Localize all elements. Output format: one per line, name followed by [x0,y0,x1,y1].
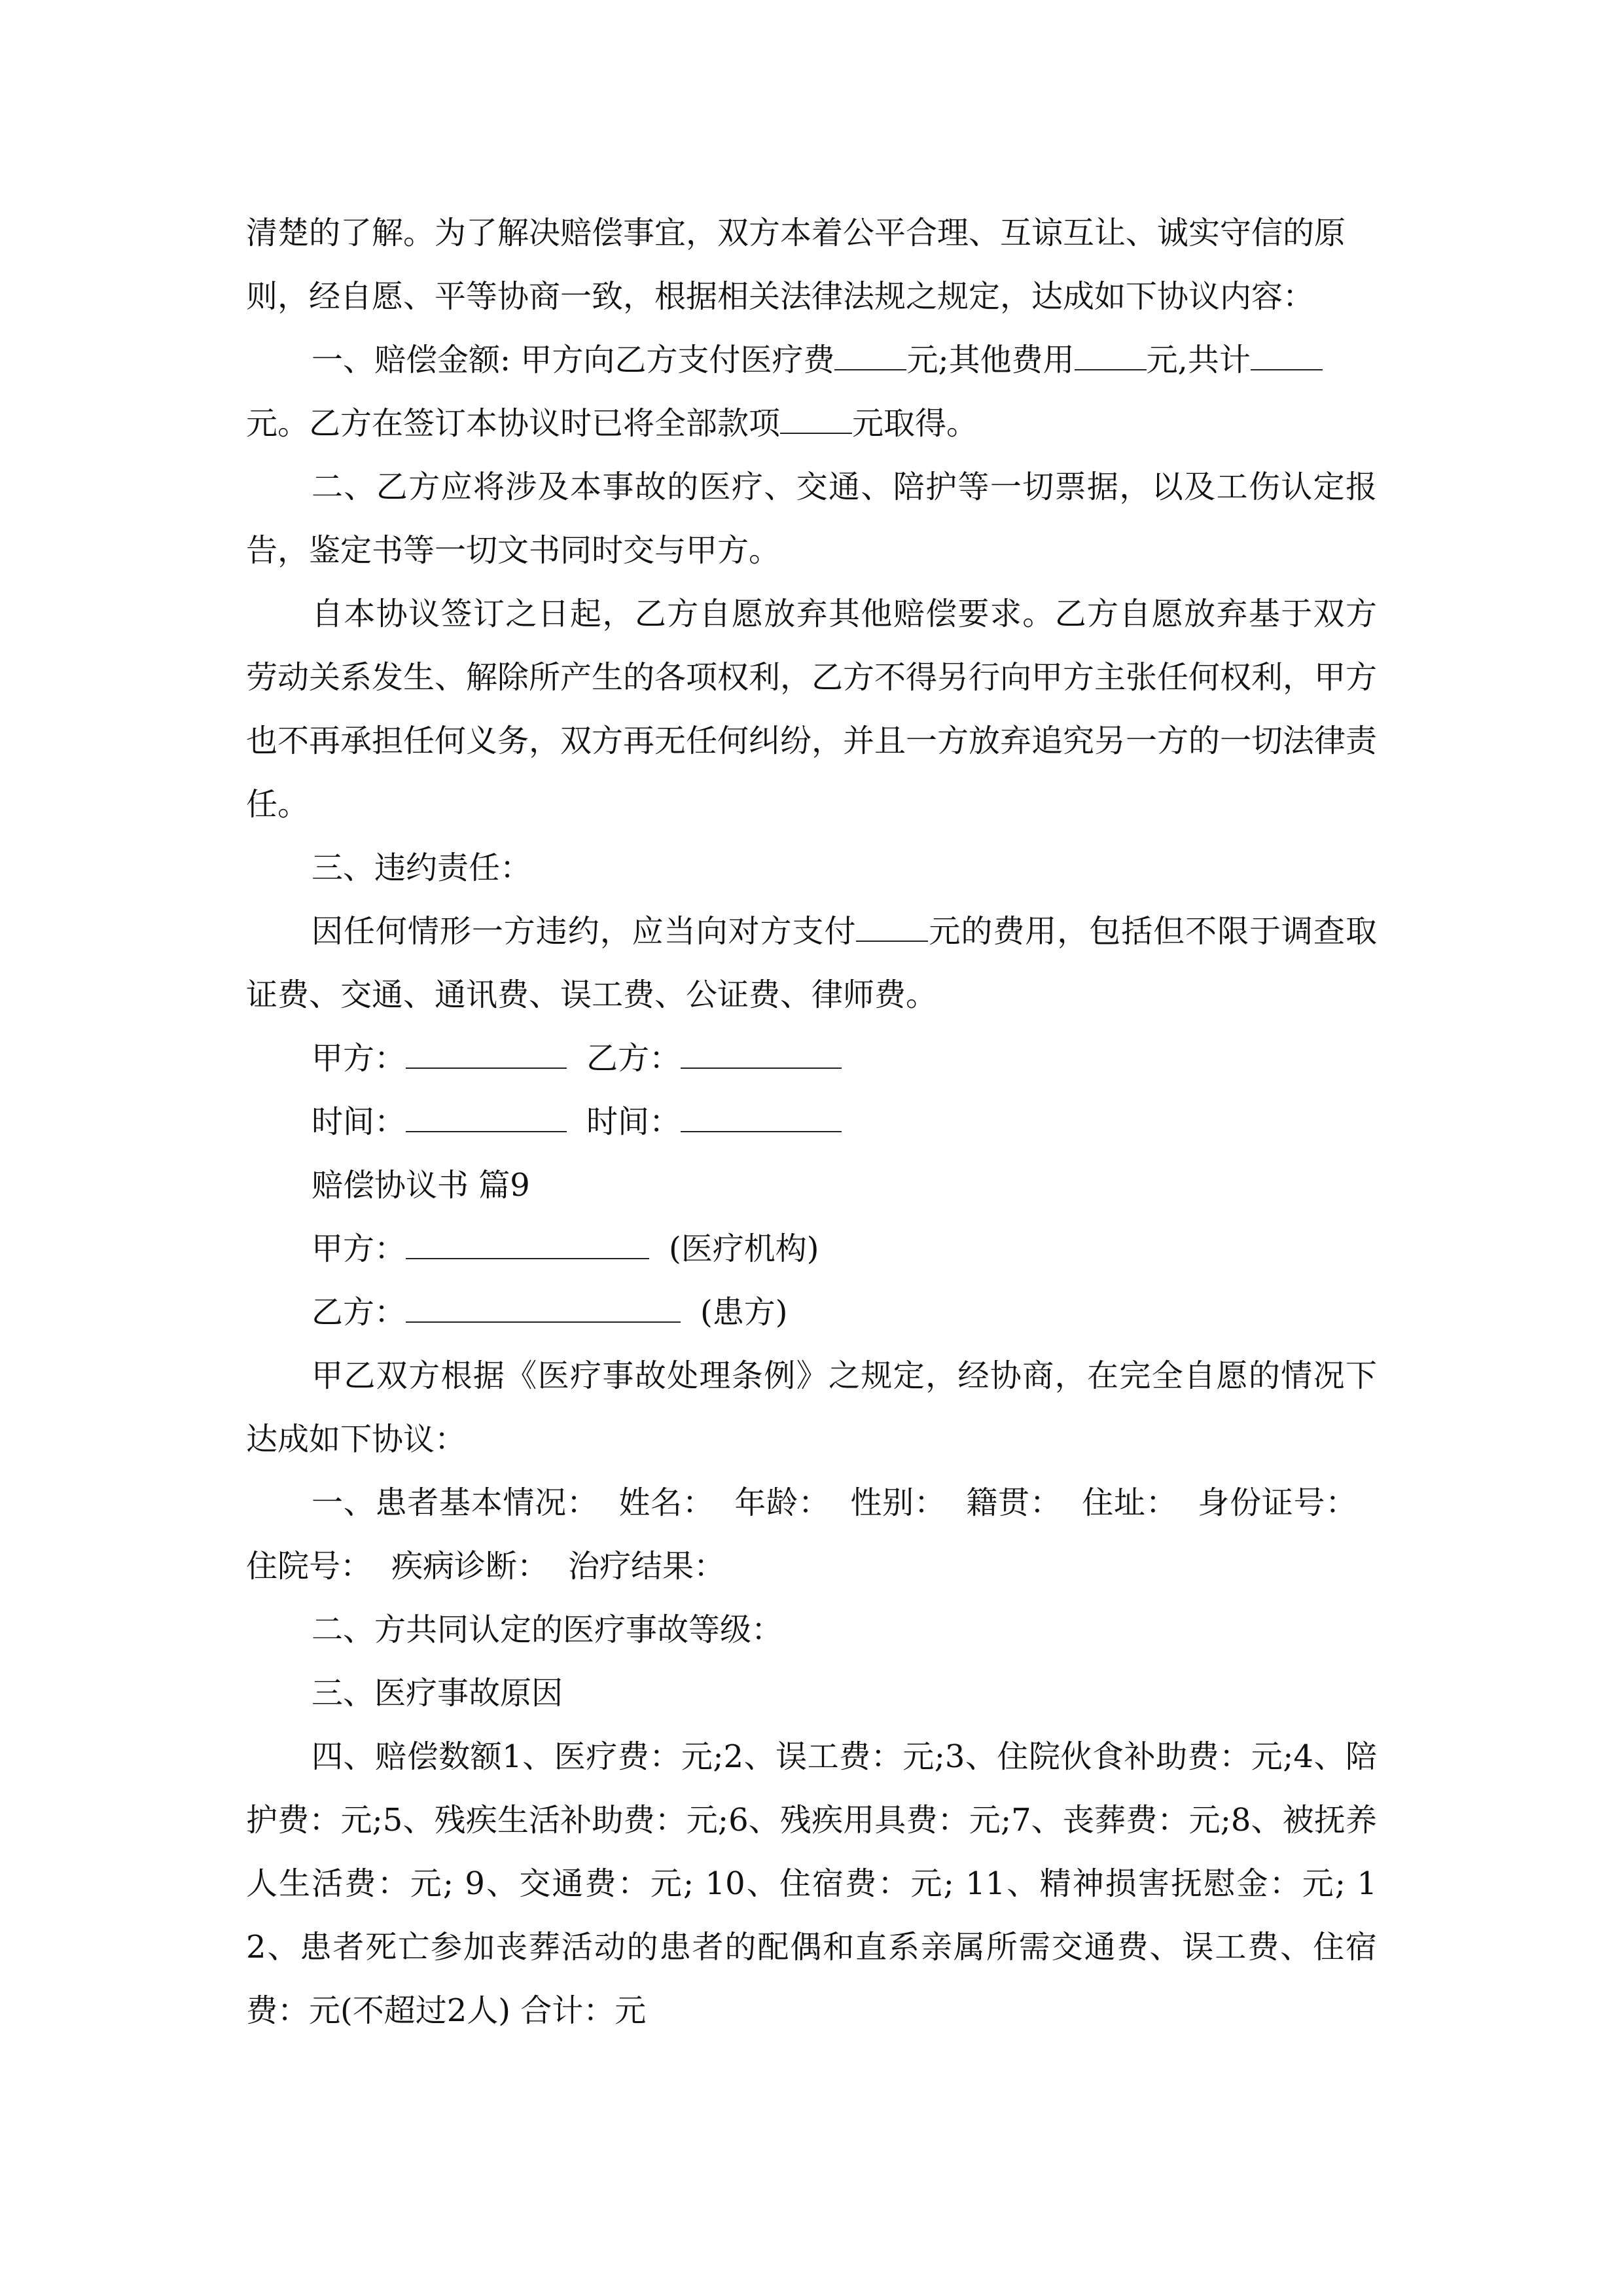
date-label-a: 时间： [312,1103,406,1140]
patient-admission-label: 住院号： [246,1548,372,1585]
party-b-signature-blank [681,1039,842,1069]
total-fee-blank [1251,340,1323,370]
compensation-amounts: 四、赔偿数额1、医疗费：元;2、误工费：元;3、住院伙食补助费：元;4、陪护费：元;5、残疾生活补助费：元;6、残疾用具费：元;7、丧葬费：元;8、被抚养人生活费：元; 9、交通费：元; 10、住宿费：元; 11、精神损害抚慰金：元; 12、患者死亡参加丧葬活动的患者的配偶和直系亲属所需交通费、误工费、住宿费：元(不超过2人) 合计：元 [246,1738,1377,2029]
accident-level: 二、方共同认定的医疗事故等级： [312,1611,783,1648]
signature-row [246,1027,1377,1090]
date-b-blank [681,1102,842,1132]
clause-breach [246,900,1377,1027]
breach-amount-blank [856,912,928,942]
agreement-intro: 甲乙双方根据《医疗事故处理条例》之规定，经协商，在完全自愿的情况下达成如下协议： [246,1357,1377,1458]
party-b-row [246,1281,1377,1344]
clause-text: 因任何情形一方违约，应当向对方支付 [312,913,857,950]
party-a-name-blank [406,1229,649,1259]
clause-waiver: 自本协议签订之日起，乙方自愿放弃其他赔偿要求。乙方自愿放弃基于双方劳动关系发生、解除所产生的各项权利，乙方不得另行向甲方主张任何权利，甲方也不再承担任何义务，双方再无任何纠纷，并且一方放弃追究另一方的一切法律责任。 [246,596,1378,823]
clause-text: 元,共计 [1146,342,1251,378]
clause-text: 元。乙方在签订本协议时已将全部款项 [246,405,781,442]
date-row [246,1090,1377,1154]
document-body [246,202,1377,2043]
patient-address-label: 住址： [1081,1484,1178,1521]
patient-id-label: 身份证号： [1197,1484,1357,1521]
clause-text: 一、赔偿金额: 甲方向乙方支付医疗费 [312,342,835,378]
accident-cause: 三、医疗事故原因 [312,1675,563,1712]
party-a-label: 甲方： [312,1230,406,1267]
party-a-signature-blank [406,1039,567,1069]
party-a-label: 甲方： [312,1040,406,1077]
other-fee-blank [1075,340,1147,370]
paragraph-line: 则，经自愿、平等协商一致，根据相关法律法规之规定，达成如下协议内容： [246,278,1315,315]
party-b-label: 乙方： [586,1040,681,1077]
patient-info-label: 一、患者基本情况： [312,1484,599,1521]
breach-heading: 三、违约责任： [312,850,532,886]
medical-fee-blank [834,340,906,370]
clause-compensation-amount [246,329,1377,456]
date-label-b: 时间： [586,1103,681,1140]
paragraph-line: 清楚的了解。为了解决赔偿事宜，双方本着公平合理、互谅互让、诚实守信的原 [246,215,1346,251]
party-b-label: 乙方： [312,1294,406,1331]
received-amount-blank [780,404,852,434]
patient-basic-info [246,1471,1377,1598]
section-title: 赔偿协议书 篇9 [312,1167,530,1204]
clause-text: 元的费用，包括但不限于调查取证费、交通、通讯费、误工费、公证费、律师费。 [246,913,1377,1013]
clause-documents: 二、乙方应将涉及本事故的医疗、交通、陪护等一切票据，以及工伤认定报告，鉴定书等一切文书同时交与甲方。 [246,469,1377,569]
patient-diagnosis-label: 疾病诊断： [391,1548,549,1585]
patient-name-label: 姓名： [618,1484,715,1521]
party-a-row [246,1217,1377,1281]
patient-native-place-label: 籍贯： [965,1484,1062,1521]
paragraph-understanding [246,202,1377,329]
party-a-note: (医疗机构) [669,1230,819,1267]
patient-gender-label: 性别： [849,1484,946,1521]
patient-result-label: 治疗结果： [568,1548,726,1585]
patient-age-label: 年龄： [734,1484,830,1521]
party-b-name-blank [406,1293,681,1323]
clause-text: 元;其他费用 [906,342,1075,378]
clause-text: 元取得。 [852,405,978,442]
party-b-note: (患方) [700,1294,788,1331]
date-a-blank [406,1102,567,1132]
